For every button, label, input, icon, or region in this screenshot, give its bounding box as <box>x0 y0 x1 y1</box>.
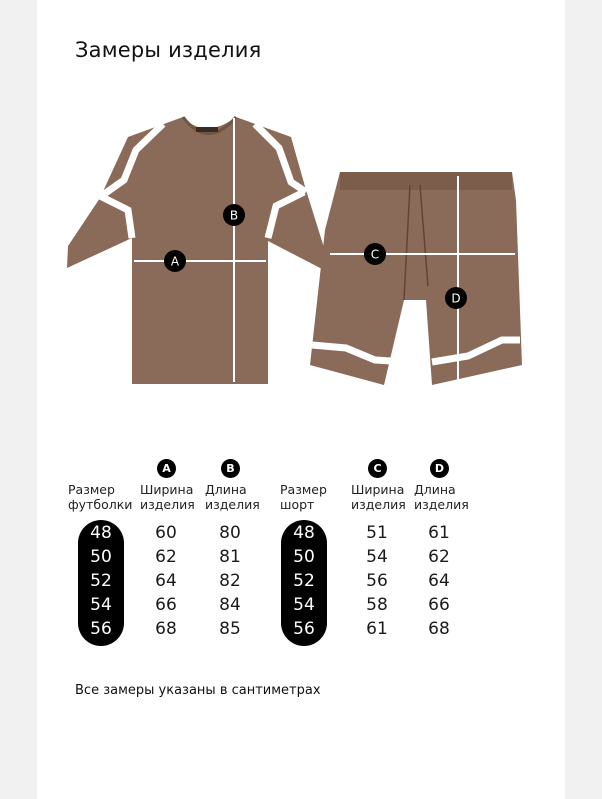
length-value: 66 <box>428 595 450 615</box>
marker-b <box>223 204 245 226</box>
tshirt-sizes-pill <box>78 520 124 646</box>
tshirt-label-tag <box>196 127 218 132</box>
length-value: 81 <box>219 547 241 567</box>
marker-c <box>364 243 386 265</box>
width-value: 61 <box>366 619 388 639</box>
column-header-d: Длина изделия <box>414 482 469 512</box>
units-footnote: Все замеры указаны в сантиметрах <box>75 683 321 698</box>
width-value: 54 <box>366 547 388 567</box>
length-value: 64 <box>428 571 450 591</box>
shorts-waistband <box>340 172 512 190</box>
marker-a <box>164 250 186 272</box>
svg-text:D: D <box>451 291 461 306</box>
size-value: 50 <box>90 547 112 567</box>
length-value: 68 <box>428 619 450 639</box>
size-value: 54 <box>90 595 112 615</box>
size-value: 54 <box>293 595 315 615</box>
tshirt-body <box>67 117 326 384</box>
svg-text:C: C <box>370 247 380 262</box>
width-value: 66 <box>155 595 177 615</box>
length-value: 62 <box>428 547 450 567</box>
column-marker-b: B <box>221 459 240 478</box>
size-value: 48 <box>90 523 112 543</box>
width-value: 60 <box>155 523 177 543</box>
length-value: 61 <box>428 523 450 543</box>
length-value: 85 <box>219 619 241 639</box>
column-marker-c: C <box>368 459 387 478</box>
column-header-a: Ширина изделия <box>140 482 195 512</box>
column-header-c: Ширина изделия <box>351 482 406 512</box>
shorts-sizes-pill <box>281 520 327 646</box>
tshirt-size-header: Размер футболки <box>68 482 133 512</box>
shorts-size-header: Размер шорт <box>280 482 327 512</box>
width-value: 62 <box>155 547 177 567</box>
svg-text:A: A <box>170 254 180 269</box>
width-value: 51 <box>366 523 388 543</box>
length-value: 84 <box>219 595 241 615</box>
size-value: 56 <box>90 619 112 639</box>
marker-d <box>445 287 467 309</box>
column-marker-d: D <box>430 459 449 478</box>
svg-text:B: B <box>229 208 239 223</box>
shorts-body <box>310 172 522 385</box>
size-value: 56 <box>293 619 315 639</box>
width-value: 56 <box>366 571 388 591</box>
page-title: Замеры изделия <box>75 38 262 62</box>
column-header-b: Длина изделия <box>205 482 260 512</box>
column-marker-a: A <box>157 459 176 478</box>
size-value: 52 <box>90 571 112 591</box>
size-value: 52 <box>293 571 315 591</box>
width-value: 58 <box>366 595 388 615</box>
tshirt-drawing <box>67 117 326 384</box>
width-value: 64 <box>155 571 177 591</box>
shorts-drawing <box>310 172 522 385</box>
length-value: 80 <box>219 523 241 543</box>
width-value: 68 <box>155 619 177 639</box>
size-value: 48 <box>293 523 315 543</box>
length-value: 82 <box>219 571 241 591</box>
size-value: 50 <box>293 547 315 567</box>
